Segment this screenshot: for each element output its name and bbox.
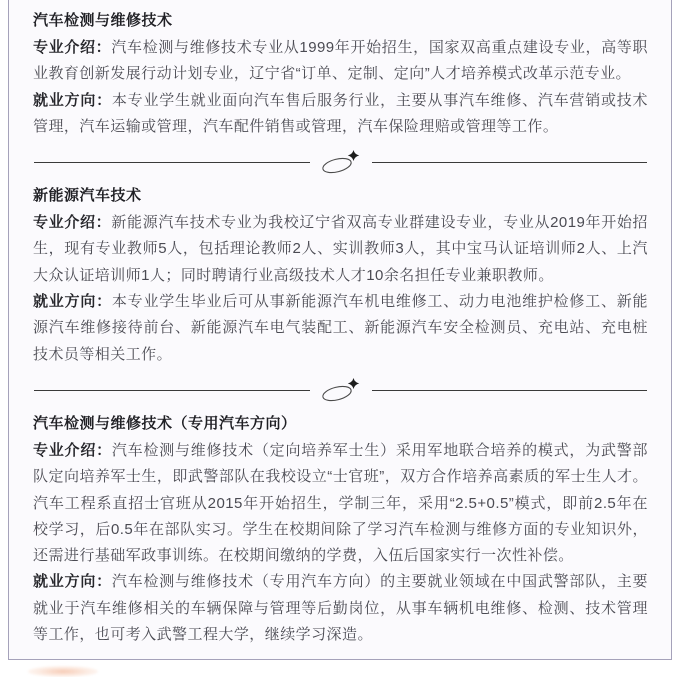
career-label: 就业方向： <box>33 293 112 311</box>
intro-text: 汽车检测与维修技术专业从1999年开始招生，国家双高重点建设专业，高等职业教育创新发展行动计划专业，辽宁省“订单、定制、定向”人才培养模式改革示范专业。 <box>33 39 648 83</box>
intro-label: 专业介绍： <box>33 214 112 232</box>
career-paragraph <box>33 289 648 368</box>
career-text: 本专业学生就业面向汽车售后服务行业，主要从事汽车维修、汽车营销或技术管理，汽车运输或管理，汽车配件销售或管理，汽车保险理赔或管理等工作。 <box>33 91 648 135</box>
major-section <box>33 411 648 648</box>
intro-paragraph <box>33 438 648 569</box>
intro-paragraph <box>33 210 648 289</box>
divider-line-right <box>372 390 648 391</box>
section-divider <box>34 149 647 176</box>
intro-paragraph <box>33 35 648 88</box>
comet-star-icon <box>317 377 365 404</box>
major-section <box>33 8 648 140</box>
intro-label: 专业介绍： <box>33 441 112 459</box>
section-title: 新能源汽车技术 <box>33 187 142 205</box>
career-text: 汽车检测与维修技术（专用汽车方向）的主要就业领域在中国武警部队，主要就业于汽车维修相关的车辆保障与管理等后勤岗位，从事车辆机电维修、检测、技术管理等工作，也可考入武警工程大学，继续学习深造。 <box>33 573 648 644</box>
career-paragraph <box>33 569 648 648</box>
intro-text: 汽车检测与维修技术（定向培养军士生）采用军地联合培养的模式，为武警部队定向培养军士生，即武警部队在我校设立“士官班”，双方合作培养高素质的军士生人才。汽车工程系直招士官班从2015年开始招生，学制三年，采用“2.5+0.5”模式，即前2.5年在校学习，后0.5年在部队实习。学生在校期间除了学习汽车检测与维修方面的专业知识外，还需进行基础军政事训练。在校期间缴纳的学费，入伍后国家实行一次性补偿。 <box>33 441 648 565</box>
career-label: 就业方向： <box>33 573 112 591</box>
career-paragraph <box>33 88 648 141</box>
cutoff-footer-graphic <box>28 666 98 677</box>
section-title: 汽车检测与维修技术（专用汽车方向） <box>33 414 297 432</box>
intro-label: 专业介绍： <box>33 39 112 56</box>
section-divider <box>34 377 647 404</box>
career-label: 就业方向： <box>33 91 112 109</box>
career-text: 本专业学生毕业后可从事新能源汽车机电维修工、动力电池维护检修工、新能源汽车维修接待前台、新能源汽车电气装配工、新能源汽车安全检测员、充电站、充电桩技术员等相关工作。 <box>33 293 648 363</box>
article-content-card <box>8 0 672 660</box>
intro-text: 新能源汽车技术专业为我校辽宁省双高专业群建设专业，专业从2019年开始招生，现有专业教师5人，包括理论教师2人、实训教师3人，其中宝马认证培训师2人、上汽大众认证培训师1人；同时聘请行业高级技术人才10余名担任专业兼职教师。 <box>33 214 648 284</box>
divider-line-left <box>34 162 310 163</box>
divider-line-left <box>34 390 310 391</box>
divider-line-right <box>372 162 648 163</box>
comet-star-icon <box>317 149 365 176</box>
major-section <box>33 183 648 368</box>
section-title: 汽车检测与维修技术 <box>33 12 173 29</box>
